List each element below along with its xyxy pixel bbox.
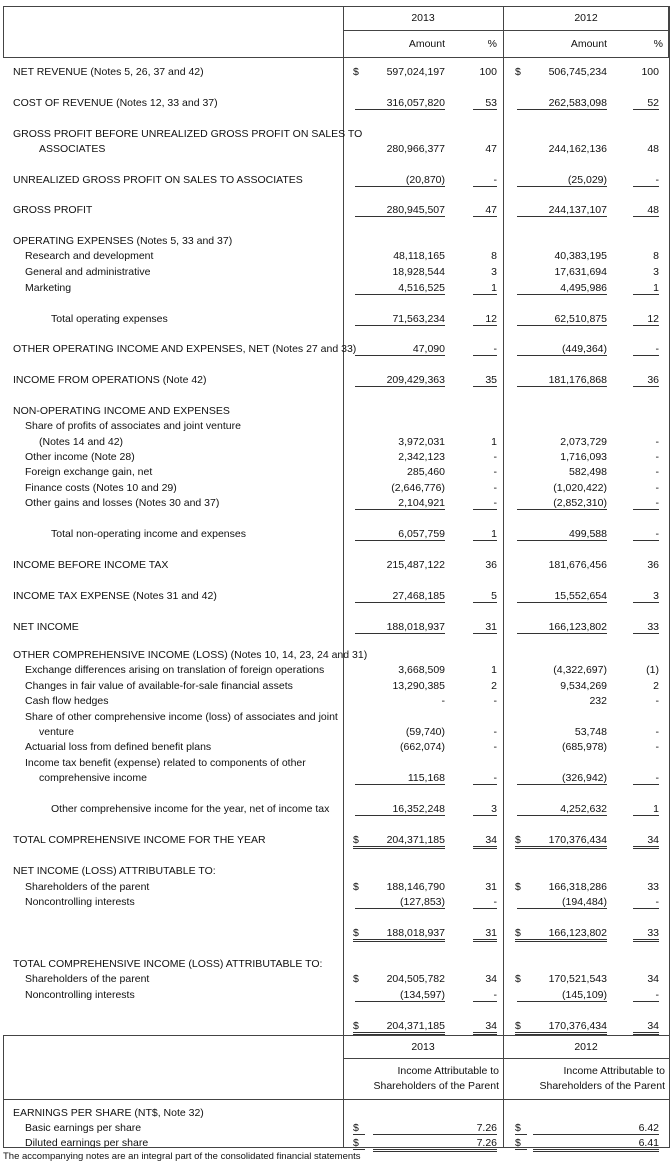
row-label: Total non-operating income and expenses <box>51 528 246 540</box>
eps-attr-line2-2013: Shareholders of the Parent <box>373 1080 499 1092</box>
row-label: TOTAL COMPREHENSIVE INCOME (LOSS) ATTRIBUTABLE TO: <box>13 958 323 970</box>
pct-2013: 31 <box>473 621 497 634</box>
pct-2012: - <box>655 451 659 463</box>
pct-2013: - <box>473 174 497 187</box>
amount-2013: 4,516,525 <box>355 282 445 295</box>
row-label: COST OF REVENUE (Notes 12, 33 and 37) <box>13 97 218 109</box>
pct-2013: 12 <box>473 313 497 326</box>
row-label: venture <box>39 726 75 738</box>
row-label: Cash flow hedges <box>25 695 109 707</box>
row-label: Foreign exchange gain, net <box>25 466 153 478</box>
currency-2012: $ <box>515 66 521 78</box>
amount-2013: 204,371,185 <box>353 834 445 849</box>
eps-attr-line1-2012: Income Attributable to <box>563 1065 665 1077</box>
currency-2012: $ <box>515 1020 521 1032</box>
row-label: ASSOCIATES <box>39 143 106 155</box>
amount-2012: 506,745,234 <box>548 66 607 78</box>
eps-attr-line1-2013: Income Attributable to <box>397 1065 499 1077</box>
footnote: The accompanying notes are an integral part of the consolidated financial statements <box>3 1151 361 1162</box>
row-label: INCOME TAX EXPENSE (Notes 31 and 42) <box>13 590 217 602</box>
amount-2012: (1,020,422) <box>553 482 607 494</box>
pct-2013: 34 <box>473 834 497 849</box>
eps-value-2013: 7.26 <box>373 1122 497 1135</box>
amount-2012: (145,109) <box>517 989 607 1002</box>
amount-2013: 280,966,377 <box>386 143 445 155</box>
pct-2012: - <box>633 772 659 785</box>
pct-2012: - <box>633 343 659 356</box>
amount-2013: 27,468,185 <box>355 590 445 603</box>
amount-2012: 9,534,269 <box>560 680 607 692</box>
currency-2012: $ <box>515 927 521 939</box>
amount-2013: 2,104,921 <box>355 497 445 510</box>
amount-2013: (134,597) <box>355 989 445 1002</box>
pct-2013: 47 <box>485 143 497 155</box>
row-label: (Notes 14 and 42) <box>39 436 124 448</box>
pct-2012: 2 <box>653 680 659 692</box>
eps-year-2013: 2013 <box>411 1041 435 1053</box>
pct-2013: 34 <box>473 1020 497 1035</box>
pct-2012: 100 <box>641 66 659 78</box>
amount-2012: 244,137,107 <box>517 204 607 217</box>
pct-2012: - <box>655 726 659 738</box>
eps-value-2012: 6.41 <box>533 1137 659 1152</box>
amount-2012: 166,318,286 <box>548 881 607 893</box>
pct-2013: 53 <box>473 97 497 110</box>
row-label: Noncontrolling interests <box>25 989 135 1001</box>
pct-2012: 8 <box>653 250 659 262</box>
amount-2012: (4,322,697) <box>553 664 607 676</box>
amount-2013: 188,018,937 <box>353 927 445 942</box>
pct-2012: 34 <box>647 973 659 985</box>
amount-2012: 181,176,868 <box>517 374 607 387</box>
currency-2012: $ <box>515 973 521 985</box>
amount-header-2012: Amount <box>570 38 607 50</box>
pct-2012: - <box>655 436 659 448</box>
currency-2012: $ <box>515 881 521 893</box>
row-label: OTHER OPERATING INCOME AND EXPENSES, NET (Notes 27 and 33) <box>13 343 357 355</box>
row-label: Finance costs (Notes 10 and 29) <box>25 482 177 494</box>
amount-2012: 170,376,434 <box>515 1020 607 1035</box>
row-label: Changes in fair value of available-for-sale financial assets <box>25 680 293 692</box>
amount-2012: 40,383,195 <box>554 250 607 262</box>
row-label: Other comprehensive income for the year, net of income tax <box>51 803 330 815</box>
amount-2012: 2,073,729 <box>560 436 607 448</box>
row-label: NET REVENUE (Notes 5, 26, 37 and 42) <box>13 66 204 78</box>
amount-2013: 204,371,185 <box>353 1020 445 1035</box>
row-label: General and administrative <box>25 266 151 278</box>
pct-2012: - <box>633 174 659 187</box>
pct-2013: - <box>473 896 497 909</box>
pct-2013: - <box>473 497 497 510</box>
pct-2013: - <box>473 772 497 785</box>
pct-2013: 1 <box>491 664 497 676</box>
row-label: Shareholders of the parent <box>25 881 150 893</box>
eps-year-2012: 2012 <box>574 1041 598 1053</box>
pct-2012: 1 <box>633 803 659 816</box>
amount-2013: 188,018,937 <box>355 621 445 634</box>
amount-2013: 48,118,165 <box>393 250 445 262</box>
pct-2012: 33 <box>633 621 659 634</box>
pct-2013: - <box>473 343 497 356</box>
pct-2012: 36 <box>633 374 659 387</box>
pct-2012: - <box>655 741 659 753</box>
eps-currency-2012: $ <box>515 1122 527 1135</box>
amount-2012: 244,162,136 <box>548 143 607 155</box>
amount-2013: (20,870) <box>355 174 445 187</box>
row-label: Research and development <box>25 250 154 262</box>
amount-2012: (685,978) <box>562 741 607 753</box>
eps-label: EARNINGS PER SHARE (NT$, Note 32) <box>13 1107 204 1119</box>
amount-2012: (449,364) <box>517 343 607 356</box>
amount-2013: 16,352,248 <box>355 803 445 816</box>
currency-2013: $ <box>353 927 359 939</box>
pct-2013: - <box>493 726 497 738</box>
pct-2013: - <box>493 695 497 707</box>
pct-2012: 12 <box>633 313 659 326</box>
row-label: Exchange differences arising on translation of foreign operations <box>25 664 325 676</box>
amount-2013: 3,972,031 <box>398 436 445 448</box>
eps-value-2013: 7.26 <box>373 1137 497 1152</box>
row-label: OPERATING EXPENSES (Notes 5, 33 and 37) <box>13 235 233 247</box>
eps-attr-line2-2012: Shareholders of the Parent <box>539 1080 665 1092</box>
row-label: Other gains and losses (Notes 30 and 37) <box>25 497 220 509</box>
pct-2012: - <box>655 695 659 707</box>
pct-2012: 48 <box>647 143 659 155</box>
pct-2012: (1) <box>646 664 659 676</box>
pct-2013: 3 <box>473 803 497 816</box>
pct-2013: 31 <box>473 927 497 942</box>
row-label: GROSS PROFIT <box>13 204 93 216</box>
row-label: Actuarial loss from defined benefit plans <box>25 741 212 753</box>
year-2012-header: 2012 <box>574 12 598 24</box>
pct-2012: - <box>633 896 659 909</box>
pct-2012: 34 <box>633 1020 659 1035</box>
amount-2012: 166,123,802 <box>517 621 607 634</box>
pct-2013: 34 <box>485 973 497 985</box>
amount-2012: 4,495,986 <box>517 282 607 295</box>
amount-header-2013: Amount <box>408 38 445 50</box>
amount-2012: 15,552,654 <box>517 590 607 603</box>
amount-2012: 4,252,632 <box>517 803 607 816</box>
pct-2013: 8 <box>491 250 497 262</box>
amount-2012: (2,852,310) <box>517 497 607 510</box>
row-label: OTHER COMPREHENSIVE INCOME (LOSS) (Notes 10, 14, 23, 24 and 31) <box>13 649 368 661</box>
row-label: Noncontrolling interests <box>25 896 135 908</box>
eps-value-2012: 6.42 <box>533 1122 659 1135</box>
row-label: Marketing <box>25 282 72 294</box>
pct-2012: - <box>633 989 659 1002</box>
pct-2013: - <box>493 451 497 463</box>
amount-2013: 2,342,123 <box>398 451 445 463</box>
amount-2013: 209,429,363 <box>355 374 445 387</box>
amount-2012: 166,123,802 <box>515 927 607 942</box>
pct-2013: - <box>493 741 497 753</box>
amount-2013: 6,057,759 <box>355 528 445 541</box>
amount-2012: 170,376,434 <box>515 834 607 849</box>
amount-2012: 1,716,093 <box>560 451 607 463</box>
currency-2013: $ <box>353 973 359 985</box>
eps-label: Diluted earnings per share <box>25 1137 149 1149</box>
currency-2013: $ <box>353 834 359 846</box>
row-label: Share of profits of associates and joint venture <box>25 420 241 432</box>
row-label: NET INCOME <box>13 621 79 633</box>
row-label: INCOME BEFORE INCOME TAX <box>13 559 169 571</box>
pct-2012: 3 <box>633 590 659 603</box>
row-label: Shareholders of the parent <box>25 973 150 985</box>
pct-2013: 100 <box>479 66 497 78</box>
currency-2013: $ <box>353 881 359 893</box>
amount-2013: 13,290,385 <box>392 680 445 692</box>
row-label: Total operating expenses <box>51 313 168 325</box>
amount-2012: 53,748 <box>574 726 607 738</box>
eps-currency-2012: $ <box>515 1137 527 1150</box>
row-label: NET INCOME (LOSS) ATTRIBUTABLE TO: <box>13 865 216 877</box>
row-label: Share of other comprehensive income (loss) of associates and joint <box>25 711 338 723</box>
year-2013-header: 2013 <box>411 12 435 24</box>
pct-2013: 1 <box>473 528 497 541</box>
amount-2013: (662,074) <box>400 741 445 753</box>
currency-2012: $ <box>515 834 521 846</box>
pct-2013: 2 <box>491 680 497 692</box>
pct-2012: 52 <box>633 97 659 110</box>
pct-2013: - <box>473 989 497 1002</box>
pct-2013: - <box>493 482 497 494</box>
amount-2012: 181,676,456 <box>548 559 607 571</box>
pct-2013: 47 <box>473 204 497 217</box>
row-label: TOTAL COMPREHENSIVE INCOME FOR THE YEAR <box>13 834 266 846</box>
eps-label: Basic earnings per share <box>25 1122 142 1134</box>
row-label: Income tax benefit (expense) related to components of other <box>25 757 306 769</box>
income-statement <box>3 6 669 1148</box>
amount-2013: 316,057,820 <box>355 97 445 110</box>
amount-2013: 18,928,544 <box>392 266 445 278</box>
row-label: comprehensive income <box>39 772 147 784</box>
pct-2013: 1 <box>473 282 497 295</box>
row-label: Other income (Note 28) <box>25 451 135 463</box>
amount-2012: 499,588 <box>517 528 607 541</box>
pct-2012: - <box>633 497 659 510</box>
amount-2012: (25,029) <box>517 174 607 187</box>
row-label: GROSS PROFIT BEFORE UNREALIZED GROSS PROFIT ON SALES TO <box>13 128 363 140</box>
pct-2012: 33 <box>633 927 659 942</box>
amount-2013: 3,668,509 <box>398 664 445 676</box>
amount-2013: 188,146,790 <box>386 881 445 893</box>
pct-2013: 35 <box>473 374 497 387</box>
pct-2012: 34 <box>633 834 659 849</box>
amount-2013: (127,853) <box>355 896 445 909</box>
pct-2012: 48 <box>633 204 659 217</box>
pct-2013: 31 <box>485 881 497 893</box>
pct-2012: 33 <box>647 881 659 893</box>
pct-2012: - <box>655 466 659 478</box>
amount-2013: 47,090 <box>355 343 445 356</box>
amount-2013: (2,646,776) <box>391 482 445 494</box>
pct-2013: 3 <box>491 266 497 278</box>
pct-2012: - <box>633 528 659 541</box>
amount-2012: 232 <box>589 695 607 707</box>
eps-currency-2013: $ <box>353 1137 365 1150</box>
amount-2013: 215,487,122 <box>386 559 445 571</box>
row-label: INCOME FROM OPERATIONS (Note 42) <box>13 374 207 386</box>
amount-2013: 71,563,234 <box>355 313 445 326</box>
pct-header-2012: % <box>653 38 663 50</box>
amount-2012: (194,484) <box>517 896 607 909</box>
amount-2013: 204,505,782 <box>386 973 445 985</box>
amount-2013: 280,945,507 <box>355 204 445 217</box>
pct-2013: 36 <box>485 559 497 571</box>
currency-2013: $ <box>353 1020 359 1032</box>
amount-2013: - <box>441 695 445 707</box>
currency-2013: $ <box>353 66 359 78</box>
pct-2012: - <box>655 482 659 494</box>
amount-2012: 17,631,694 <box>554 266 607 278</box>
amount-2012: 62,510,875 <box>517 313 607 326</box>
amount-2013: 597,024,197 <box>386 66 445 78</box>
pct-2013: 5 <box>473 590 497 603</box>
amount-2013: (59,740) <box>405 726 445 738</box>
pct-2012: 1 <box>633 282 659 295</box>
pct-2012: 3 <box>653 266 659 278</box>
pct-header-2013: % <box>487 38 497 50</box>
row-label: UNREALIZED GROSS PROFIT ON SALES TO ASSOCIATES <box>13 174 303 186</box>
amount-2012: (326,942) <box>517 772 607 785</box>
amount-2012: 170,521,543 <box>548 973 607 985</box>
eps-currency-2013: $ <box>353 1122 365 1135</box>
amount-2012: 262,583,098 <box>517 97 607 110</box>
amount-2013: 285,460 <box>407 466 445 478</box>
row-label: NON-OPERATING INCOME AND EXPENSES <box>13 405 230 417</box>
amount-2012: 582,498 <box>569 466 607 478</box>
pct-2012: 36 <box>647 559 659 571</box>
pct-2013: 1 <box>491 436 497 448</box>
pct-2013: - <box>493 466 497 478</box>
amount-2013: 115,168 <box>355 772 445 785</box>
